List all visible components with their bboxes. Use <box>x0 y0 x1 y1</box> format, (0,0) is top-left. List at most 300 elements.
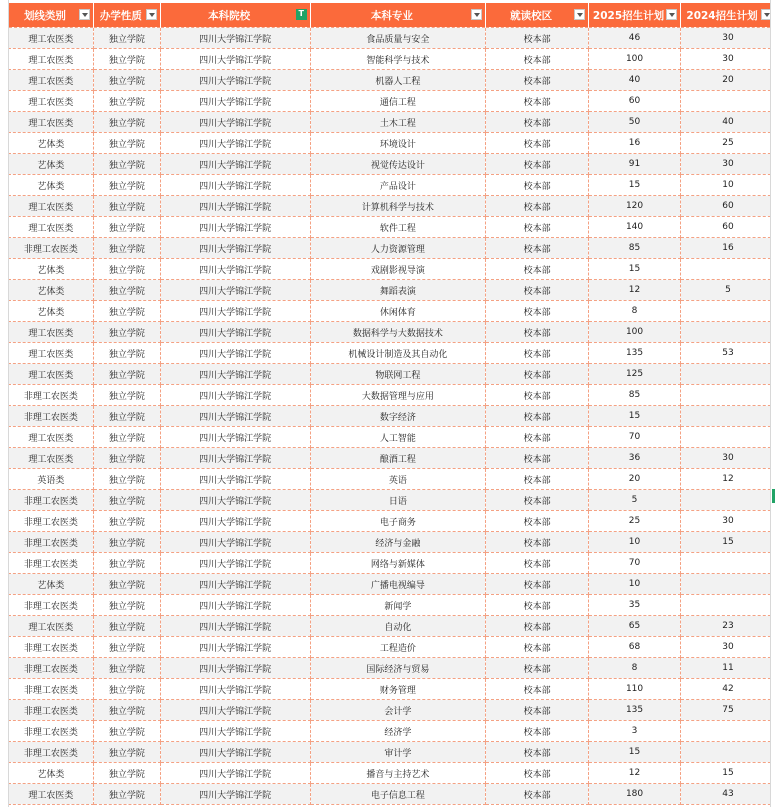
table-cell[interactable]: 50 <box>589 112 681 133</box>
table-cell[interactable]: 46 <box>589 28 681 49</box>
table-cell[interactable]: 四川大学锦江学院 <box>160 616 310 637</box>
table-cell[interactable]: 理工农医类 <box>9 784 94 805</box>
table-cell[interactable]: 非理工农医类 <box>9 679 94 700</box>
table-cell[interactable]: 四川大学锦江学院 <box>160 259 310 280</box>
table-row <box>9 70 776 91</box>
table-cell[interactable]: 四川大学锦江学院 <box>160 658 310 679</box>
table-cell[interactable]: 物联网工程 <box>310 364 486 385</box>
table-cell[interactable]: 非理工农医类 <box>9 532 94 553</box>
table-cell[interactable]: 70 <box>589 553 681 574</box>
table-cell[interactable]: 独立学院 <box>93 343 160 364</box>
table-row <box>9 448 776 469</box>
table-cell[interactable]: 8 <box>589 301 681 322</box>
table-cell[interactable]: 四川大学锦江学院 <box>160 574 310 595</box>
table-cell[interactable]: 独立学院 <box>93 532 160 553</box>
row-header-strip[interactable] <box>0 0 9 807</box>
table-cell[interactable]: 独立学院 <box>93 301 160 322</box>
table-row <box>9 385 776 406</box>
table-cell[interactable]: 土木工程 <box>310 112 486 133</box>
table-cell[interactable]: 四川大学锦江学院 <box>160 49 310 70</box>
table-cell[interactable]: 校本部 <box>486 280 589 301</box>
table-row <box>9 133 776 154</box>
table-cell[interactable]: 40 <box>589 70 681 91</box>
table-cell[interactable]: 四川大学锦江学院 <box>160 154 310 175</box>
table-cell[interactable] <box>681 91 776 112</box>
table-cell[interactable]: 30 <box>681 511 776 532</box>
table-cell[interactable]: 四川大学锦江学院 <box>160 175 310 196</box>
table-cell[interactable]: 非理工农医类 <box>9 238 94 259</box>
table-cell[interactable]: 理工农医类 <box>9 616 94 637</box>
table-cell[interactable] <box>681 385 776 406</box>
table-cell[interactable]: 四川大学锦江学院 <box>160 742 310 763</box>
table-cell[interactable]: 产品设计 <box>310 175 486 196</box>
table-cell[interactable]: 理工农医类 <box>9 49 94 70</box>
table-cell[interactable]: 四川大学锦江学院 <box>160 112 310 133</box>
table-cell[interactable]: 艺体类 <box>9 301 94 322</box>
table-cell[interactable]: 四川大学锦江学院 <box>160 406 310 427</box>
table-cell[interactable]: 非理工农医类 <box>9 490 94 511</box>
table-cell[interactable]: 校本部 <box>486 238 589 259</box>
next-column-strip[interactable] <box>770 0 776 807</box>
table-cell[interactable]: 5 <box>681 280 776 301</box>
table-cell[interactable]: 视觉传达设计 <box>310 154 486 175</box>
table-cell[interactable]: 校本部 <box>486 259 589 280</box>
table-cell[interactable] <box>681 490 776 511</box>
table-row <box>9 511 776 532</box>
table-cell[interactable]: 酿酒工程 <box>310 448 486 469</box>
table-cell[interactable]: 软件工程 <box>310 217 486 238</box>
column-header-0[interactable] <box>9 3 94 28</box>
table-cell[interactable]: 理工农医类 <box>9 364 94 385</box>
table-cell[interactable]: 独立学院 <box>93 406 160 427</box>
table-cell[interactable] <box>681 322 776 343</box>
table-cell[interactable]: 校本部 <box>486 511 589 532</box>
table-cell[interactable]: 网络与新媒体 <box>310 553 486 574</box>
column-header-6[interactable] <box>681 3 776 28</box>
table-cell[interactable]: 30 <box>681 49 776 70</box>
column-header-5[interactable] <box>589 3 681 28</box>
table-cell[interactable]: 通信工程 <box>310 91 486 112</box>
table-cell[interactable]: 16 <box>589 133 681 154</box>
table-cell[interactable]: 四川大学锦江学院 <box>160 595 310 616</box>
table-cell[interactable]: 理工农医类 <box>9 91 94 112</box>
table-cell[interactable] <box>681 721 776 742</box>
table-cell[interactable]: 理工农医类 <box>9 196 94 217</box>
table-cell[interactable]: 四川大学锦江学院 <box>160 721 310 742</box>
table-cell[interactable]: 非理工农医类 <box>9 637 94 658</box>
table-row <box>9 154 776 175</box>
table-body <box>9 28 776 805</box>
table-cell[interactable]: 戏剧影视导演 <box>310 259 486 280</box>
table-cell[interactable]: 四川大学锦江学院 <box>160 469 310 490</box>
table-cell[interactable]: 独立学院 <box>93 595 160 616</box>
table-cell[interactable]: 四川大学锦江学院 <box>160 700 310 721</box>
column-header-label: 本科院校 <box>208 9 251 22</box>
table-cell[interactable]: 理工农医类 <box>9 217 94 238</box>
table-cell[interactable]: 10 <box>589 532 681 553</box>
table-cell[interactable]: 独立学院 <box>93 238 160 259</box>
table-row <box>9 700 776 721</box>
table-cell[interactable]: 独立学院 <box>93 490 160 511</box>
table-cell[interactable]: 独立学院 <box>93 721 160 742</box>
table-cell[interactable]: 校本部 <box>486 91 589 112</box>
table-cell[interactable]: 经济学 <box>310 721 486 742</box>
table-cell[interactable]: 四川大学锦江学院 <box>160 301 310 322</box>
table-cell[interactable]: 85 <box>589 238 681 259</box>
table-cell[interactable]: 四川大学锦江学院 <box>160 385 310 406</box>
table-cell[interactable]: 国际经济与贸易 <box>310 658 486 679</box>
table-cell[interactable]: 68 <box>589 637 681 658</box>
table-cell[interactable]: 30 <box>681 154 776 175</box>
table-cell[interactable]: 70 <box>589 427 681 448</box>
table-cell[interactable]: 四川大学锦江学院 <box>160 343 310 364</box>
table-cell[interactable]: 独立学院 <box>93 574 160 595</box>
table-cell[interactable]: 数字经济 <box>310 406 486 427</box>
filter-dropdown-icon[interactable] <box>666 9 677 20</box>
table-cell[interactable]: 校本部 <box>486 427 589 448</box>
table-cell[interactable]: 数据科学与大数据技术 <box>310 322 486 343</box>
table-cell[interactable]: 四川大学锦江学院 <box>160 322 310 343</box>
table-cell[interactable]: 独立学院 <box>93 742 160 763</box>
table-cell[interactable] <box>681 595 776 616</box>
table-cell[interactable]: 100 <box>589 322 681 343</box>
table-cell[interactable]: 校本部 <box>486 385 589 406</box>
table-cell[interactable]: 四川大学锦江学院 <box>160 679 310 700</box>
table-cell[interactable]: 53 <box>681 343 776 364</box>
table-cell[interactable]: 理工农医类 <box>9 343 94 364</box>
table-cell[interactable]: 四川大学锦江学院 <box>160 238 310 259</box>
table-cell[interactable]: 110 <box>589 679 681 700</box>
table-cell[interactable]: 校本部 <box>486 49 589 70</box>
table-cell[interactable]: 校本部 <box>486 154 589 175</box>
filter-dropdown-icon[interactable] <box>574 9 585 20</box>
table-cell[interactable]: 20 <box>681 70 776 91</box>
filter-active-icon[interactable] <box>296 9 307 20</box>
table-cell[interactable]: 独立学院 <box>93 217 160 238</box>
table-cell[interactable] <box>681 553 776 574</box>
table-cell[interactable]: 独立学院 <box>93 511 160 532</box>
table-cell[interactable]: 独立学院 <box>93 154 160 175</box>
table-cell[interactable]: 四川大学锦江学院 <box>160 364 310 385</box>
table-cell[interactable]: 独立学院 <box>93 49 160 70</box>
table-cell[interactable]: 20 <box>589 469 681 490</box>
table-cell[interactable]: 85 <box>589 385 681 406</box>
table-cell[interactable]: 60 <box>681 217 776 238</box>
table-cell[interactable]: 艺体类 <box>9 763 94 784</box>
table-cell[interactable]: 四川大学锦江学院 <box>160 28 310 49</box>
table-row <box>9 763 776 784</box>
table-row <box>9 637 776 658</box>
table-row <box>9 742 776 763</box>
table-cell[interactable]: 30 <box>681 448 776 469</box>
table-cell[interactable]: 125 <box>589 364 681 385</box>
table-cell[interactable]: 非理工农医类 <box>9 700 94 721</box>
data-table <box>8 3 776 805</box>
table-cell[interactable]: 校本部 <box>486 679 589 700</box>
table-cell[interactable]: 43 <box>681 784 776 805</box>
table-cell[interactable]: 校本部 <box>486 196 589 217</box>
table-cell[interactable]: 英语类 <box>9 469 94 490</box>
table-cell[interactable]: 艺体类 <box>9 133 94 154</box>
table-cell[interactable]: 35 <box>589 595 681 616</box>
table-cell[interactable]: 艺体类 <box>9 175 94 196</box>
table-cell[interactable]: 艺体类 <box>9 280 94 301</box>
table-cell[interactable]: 四川大学锦江学院 <box>160 91 310 112</box>
table-cell[interactable]: 独立学院 <box>93 385 160 406</box>
table-cell[interactable]: 30 <box>681 637 776 658</box>
table-cell[interactable]: 独立学院 <box>93 175 160 196</box>
table-cell[interactable]: 人工智能 <box>310 427 486 448</box>
filter-dropdown-icon[interactable] <box>146 9 157 20</box>
table-cell[interactable]: 四川大学锦江学院 <box>160 70 310 91</box>
table-cell[interactable]: 校本部 <box>486 364 589 385</box>
table-cell[interactable]: 智能科学与技术 <box>310 49 486 70</box>
table-cell[interactable]: 12 <box>589 763 681 784</box>
table-cell[interactable]: 工程造价 <box>310 637 486 658</box>
table-cell[interactable]: 环境设计 <box>310 133 486 154</box>
table-cell[interactable]: 大数据管理与应用 <box>310 385 486 406</box>
table-cell[interactable]: 15 <box>681 763 776 784</box>
table-cell[interactable]: 校本部 <box>486 595 589 616</box>
table-cell[interactable]: 140 <box>589 217 681 238</box>
table-cell[interactable]: 校本部 <box>486 217 589 238</box>
column-header-label: 办学性质 <box>99 9 142 22</box>
table-cell[interactable]: 独立学院 <box>93 469 160 490</box>
table-cell[interactable]: 25 <box>681 133 776 154</box>
table-cell[interactable]: 电子商务 <box>310 511 486 532</box>
table-cell[interactable]: 非理工农医类 <box>9 385 94 406</box>
table-cell[interactable]: 日语 <box>310 490 486 511</box>
table-cell[interactable]: 艺体类 <box>9 574 94 595</box>
table-cell[interactable]: 校本部 <box>486 637 589 658</box>
table-cell[interactable]: 校本部 <box>486 322 589 343</box>
table-cell[interactable]: 135 <box>589 700 681 721</box>
table-cell[interactable]: 3 <box>589 721 681 742</box>
table-cell[interactable]: 财务管理 <box>310 679 486 700</box>
table-cell[interactable]: 60 <box>681 196 776 217</box>
table-cell[interactable]: 校本部 <box>486 532 589 553</box>
table-cell[interactable]: 10 <box>589 574 681 595</box>
table-row <box>9 658 776 679</box>
table-row <box>9 217 776 238</box>
table-cell[interactable]: 25 <box>589 511 681 532</box>
table-cell[interactable]: 校本部 <box>486 784 589 805</box>
column-header-label: 就读校区 <box>510 9 553 22</box>
table-cell[interactable]: 四川大学锦江学院 <box>160 511 310 532</box>
table-cell[interactable]: 独立学院 <box>93 448 160 469</box>
table-cell[interactable] <box>681 364 776 385</box>
table-cell[interactable]: 机械设计制造及其自动化 <box>310 343 486 364</box>
table-cell[interactable]: 校本部 <box>486 553 589 574</box>
table-cell[interactable]: 食品质量与安全 <box>310 28 486 49</box>
table-cell[interactable]: 人力资源管理 <box>310 238 486 259</box>
table-row <box>9 175 776 196</box>
table-cell[interactable]: 艺体类 <box>9 154 94 175</box>
table-cell[interactable]: 非理工农医类 <box>9 742 94 763</box>
table-row <box>9 364 776 385</box>
table-cell[interactable]: 校本部 <box>486 721 589 742</box>
table-cell[interactable]: 独立学院 <box>93 259 160 280</box>
table-cell[interactable]: 独立学院 <box>93 322 160 343</box>
table-cell[interactable]: 理工农医类 <box>9 448 94 469</box>
table-cell[interactable] <box>681 574 776 595</box>
table-cell[interactable]: 100 <box>589 49 681 70</box>
table-cell[interactable]: 校本部 <box>486 28 589 49</box>
table-cell[interactable] <box>681 259 776 280</box>
table-cell[interactable]: 休闲体育 <box>310 301 486 322</box>
table-cell[interactable]: 非理工农医类 <box>9 595 94 616</box>
table-cell[interactable]: 校本部 <box>486 700 589 721</box>
table-cell[interactable]: 40 <box>681 112 776 133</box>
table-cell[interactable]: 12 <box>681 469 776 490</box>
table-cell[interactable]: 23 <box>681 616 776 637</box>
table-cell[interactable]: 非理工农医类 <box>9 721 94 742</box>
table-cell[interactable]: 四川大学锦江学院 <box>160 133 310 154</box>
column-header-3[interactable] <box>310 3 486 28</box>
table-cell[interactable]: 独立学院 <box>93 700 160 721</box>
table-cell[interactable]: 非理工农医类 <box>9 658 94 679</box>
table-cell[interactable]: 校本部 <box>486 301 589 322</box>
table-cell[interactable]: 36 <box>589 448 681 469</box>
table-cell[interactable]: 四川大学锦江学院 <box>160 217 310 238</box>
table-cell[interactable] <box>681 301 776 322</box>
table-cell[interactable]: 校本部 <box>486 574 589 595</box>
table-cell[interactable]: 理工农医类 <box>9 70 94 91</box>
table-cell[interactable]: 独立学院 <box>93 364 160 385</box>
table-cell[interactable]: 四川大学锦江学院 <box>160 280 310 301</box>
table-cell[interactable]: 独立学院 <box>93 280 160 301</box>
table-cell[interactable]: 10 <box>681 175 776 196</box>
table-cell[interactable]: 计算机科学与技术 <box>310 196 486 217</box>
table-cell[interactable]: 校本部 <box>486 175 589 196</box>
table-cell[interactable]: 校本部 <box>486 448 589 469</box>
table-cell[interactable]: 经济与金融 <box>310 532 486 553</box>
table-cell[interactable]: 校本部 <box>486 406 589 427</box>
table-cell[interactable]: 独立学院 <box>93 112 160 133</box>
table-cell[interactable]: 135 <box>589 343 681 364</box>
table-cell[interactable]: 独立学院 <box>93 679 160 700</box>
table-cell[interactable]: 8 <box>589 658 681 679</box>
table-cell[interactable]: 11 <box>681 658 776 679</box>
table-row <box>9 679 776 700</box>
column-header-4[interactable] <box>486 3 589 28</box>
filter-dropdown-icon[interactable] <box>79 9 90 20</box>
table-cell[interactable]: 15 <box>589 175 681 196</box>
table-cell[interactable]: 播音与主持艺术 <box>310 763 486 784</box>
table-cell[interactable]: 校本部 <box>486 343 589 364</box>
table-cell[interactable]: 理工农医类 <box>9 112 94 133</box>
table-cell[interactable] <box>681 406 776 427</box>
table-cell[interactable]: 校本部 <box>486 658 589 679</box>
table-cell[interactable]: 独立学院 <box>93 91 160 112</box>
table-cell[interactable]: 独立学院 <box>93 784 160 805</box>
table-cell[interactable]: 独立学院 <box>93 763 160 784</box>
table-row <box>9 28 776 49</box>
table-cell[interactable]: 四川大学锦江学院 <box>160 763 310 784</box>
table-cell[interactable]: 新闻学 <box>310 595 486 616</box>
table-cell[interactable]: 电子信息工程 <box>310 784 486 805</box>
table-cell[interactable]: 校本部 <box>486 133 589 154</box>
table-cell[interactable]: 校本部 <box>486 469 589 490</box>
table-cell[interactable]: 四川大学锦江学院 <box>160 553 310 574</box>
table-cell[interactable]: 非理工农医类 <box>9 553 94 574</box>
table-cell[interactable]: 校本部 <box>486 490 589 511</box>
table-cell[interactable]: 非理工农医类 <box>9 406 94 427</box>
table-cell[interactable]: 独立学院 <box>93 196 160 217</box>
table-cell[interactable]: 理工农医类 <box>9 28 94 49</box>
table-row <box>9 427 776 448</box>
table-cell[interactable]: 独立学院 <box>93 553 160 574</box>
table-cell[interactable]: 非理工农医类 <box>9 511 94 532</box>
table-cell[interactable]: 校本部 <box>486 70 589 91</box>
table-row <box>9 406 776 427</box>
column-header-1[interactable] <box>93 3 160 28</box>
table-cell[interactable]: 四川大学锦江学院 <box>160 532 310 553</box>
table-cell[interactable]: 180 <box>589 784 681 805</box>
table-cell[interactable]: 5 <box>589 490 681 511</box>
table-cell[interactable]: 独立学院 <box>93 658 160 679</box>
table-cell[interactable]: 校本部 <box>486 616 589 637</box>
table-row <box>9 616 776 637</box>
table-cell[interactable]: 理工农医类 <box>9 322 94 343</box>
table-cell[interactable]: 四川大学锦江学院 <box>160 784 310 805</box>
table-cell[interactable]: 广播电视编导 <box>310 574 486 595</box>
table-row <box>9 469 776 490</box>
table-cell[interactable]: 独立学院 <box>93 427 160 448</box>
table-cell[interactable]: 60 <box>589 91 681 112</box>
table-cell[interactable]: 75 <box>681 700 776 721</box>
table-cell[interactable]: 艺体类 <box>9 259 94 280</box>
table-cell[interactable]: 独立学院 <box>93 133 160 154</box>
table-cell[interactable]: 16 <box>681 238 776 259</box>
table-cell[interactable] <box>681 742 776 763</box>
table-cell[interactable]: 自动化 <box>310 616 486 637</box>
table-cell[interactable]: 理工农医类 <box>9 427 94 448</box>
table-cell[interactable]: 15 <box>589 406 681 427</box>
table-cell[interactable]: 30 <box>681 28 776 49</box>
table-cell[interactable]: 四川大学锦江学院 <box>160 448 310 469</box>
table-cell[interactable]: 会计学 <box>310 700 486 721</box>
table-cell[interactable]: 91 <box>589 154 681 175</box>
table-cell[interactable]: 独立学院 <box>93 70 160 91</box>
table-cell[interactable]: 机器人工程 <box>310 70 486 91</box>
table-cell[interactable] <box>681 427 776 448</box>
table-cell[interactable]: 英语 <box>310 469 486 490</box>
table-cell[interactable]: 65 <box>589 616 681 637</box>
table-cell[interactable]: 独立学院 <box>93 28 160 49</box>
table-cell[interactable]: 四川大学锦江学院 <box>160 490 310 511</box>
table-cell[interactable]: 四川大学锦江学院 <box>160 196 310 217</box>
table-cell[interactable]: 15 <box>681 532 776 553</box>
table-cell[interactable]: 四川大学锦江学院 <box>160 427 310 448</box>
table-cell[interactable]: 42 <box>681 679 776 700</box>
table-cell[interactable]: 独立学院 <box>93 637 160 658</box>
table-cell[interactable]: 舞蹈表演 <box>310 280 486 301</box>
table-row <box>9 595 776 616</box>
table-cell[interactable]: 校本部 <box>486 763 589 784</box>
table-cell[interactable]: 12 <box>589 280 681 301</box>
table-cell[interactable]: 四川大学锦江学院 <box>160 637 310 658</box>
column-header-2[interactable] <box>160 3 310 28</box>
table-cell[interactable]: 校本部 <box>486 742 589 763</box>
table-cell[interactable]: 15 <box>589 742 681 763</box>
table-cell[interactable]: 审计学 <box>310 742 486 763</box>
table-cell[interactable]: 校本部 <box>486 112 589 133</box>
table-cell[interactable]: 独立学院 <box>93 616 160 637</box>
table-cell[interactable]: 15 <box>589 259 681 280</box>
filter-dropdown-icon[interactable] <box>471 9 482 20</box>
table-cell[interactable]: 120 <box>589 196 681 217</box>
